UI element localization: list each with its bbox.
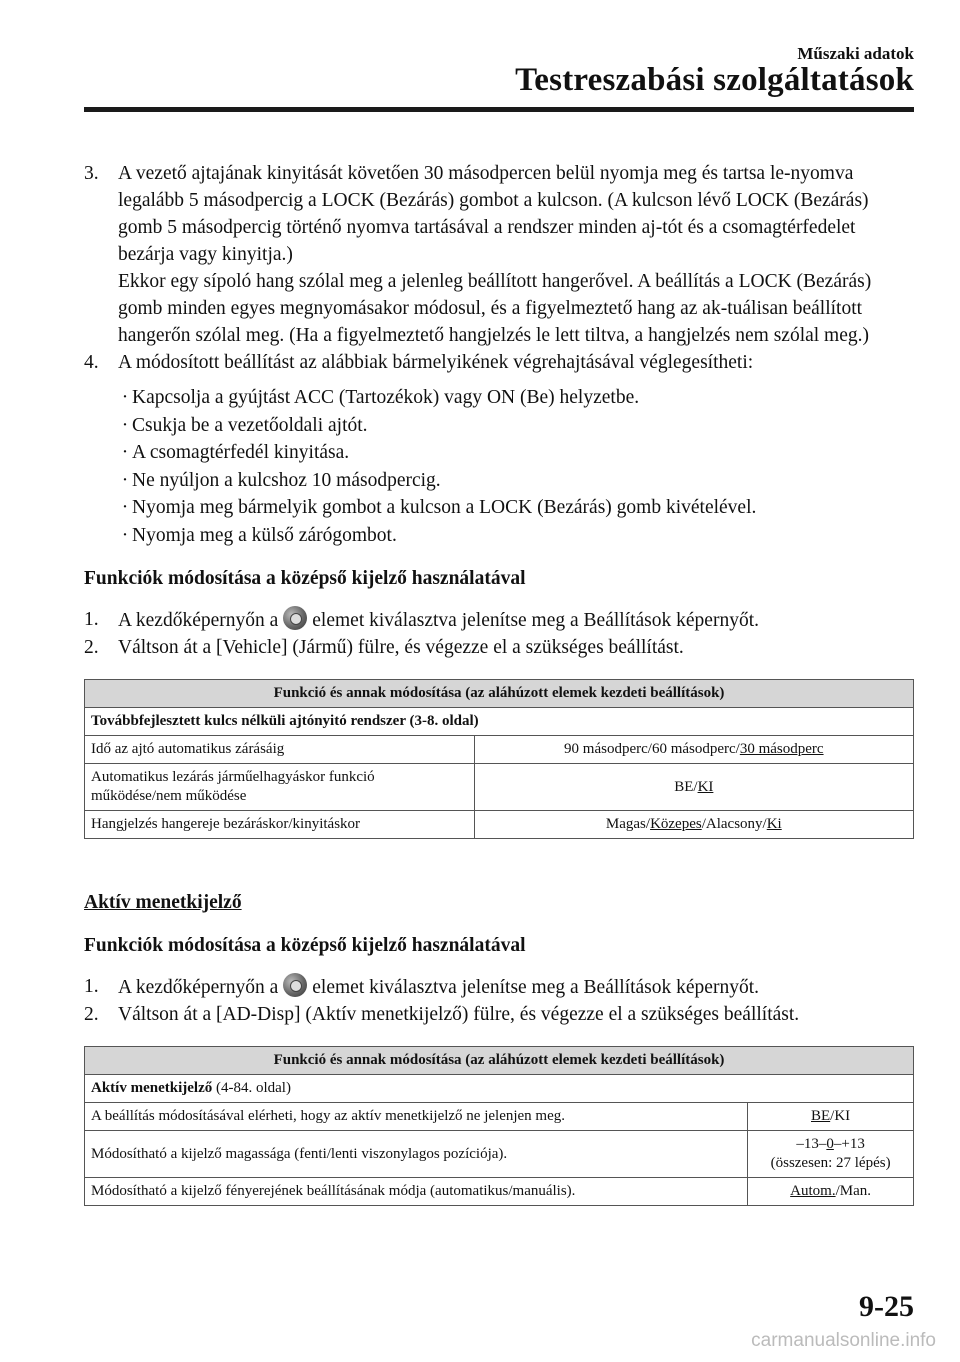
- list-item: · A csomagtérfedél kinyitása.: [118, 439, 914, 467]
- bullet-dot-icon: ·: [121, 414, 129, 436]
- step-text: Ekkor egy sípoló hang szólal meg a jelenleg beállított hangerővel. A beállítás a LOCK (Bezárás) gomb minden egyes megnyomásakor módosul, és a figyelmeztető hang az ak-tuálisan beállított hangerőn szólal meg. (Ha a figyelmeztető hangjelzés le lett tiltva, a hangjelzés nem szólal meg.): [118, 271, 872, 346]
- list-item: · Csukja be a vezetőoldali ajtót.: [118, 412, 914, 440]
- step-number: 4.: [84, 352, 99, 373]
- section2-step-1: 1. A kezdőképernyőn a elemet kiválasztva jelenítse meg a Beállítások képernyőt.: [84, 973, 914, 1001]
- step-number: [84, 268, 118, 349]
- section2-step-2: 2. Váltson át a [AD-Disp] (Aktív menetkijelző) fülre, és végezze el a szükséges beállítást.: [84, 1004, 800, 1025]
- table-row: A beállítás módosításával elérheti, hogy az aktív menetkijelző ne jelenjen meg. BE/KI: [85, 1103, 914, 1131]
- table-row: Idő az ajtó automatikus zárásáig 90 másodperc/60 másodperc/30 másodperc: [85, 736, 914, 764]
- bullet-dot-icon: ·: [121, 497, 129, 518]
- page-number: 9-25: [859, 1290, 914, 1323]
- page-title: Testreszabási szolgáltatások: [515, 62, 914, 98]
- section-heading: Funkciók módosítása a középső kijelző használatával: [84, 935, 526, 956]
- table-row: Módosítható a kijelző magassága (fenti/lenti viszonylagos pozíciója). –13–0–+13 (összesen: 27 lépés): [85, 1131, 914, 1178]
- step-text: A módosított beállítást az alábbiak bármelyikének végrehajtásával véglegesítheti:: [118, 352, 754, 373]
- table-header: Funkció és annak módosítása (az aláhúzott elemek kezdeti beállítások): [85, 680, 914, 708]
- bullet-dot-icon: ·: [121, 524, 129, 546]
- table-row: Hangjelzés hangereje bezáráskor/kinyitáskor Magas/Közepes/Alacsony/Ki: [85, 811, 914, 839]
- settings-icon: [283, 973, 307, 997]
- bullet-list: [118, 384, 914, 549]
- content: [84, 160, 914, 1206]
- settings-icon: [283, 606, 307, 630]
- table-row: Automatikus lezárás járműelhagyáskor funkció működése/nem működése BE/KI: [85, 764, 914, 811]
- section1-step-1: 1. A kezdőképernyőn a elemet kiválasztva jelenítse meg a Beállítások képernyőt.: [84, 606, 914, 634]
- step-text: A vezető ajtajának kinyitását követően 30 másodpercen belül nyomja meg és tartsa le-nyomva legalább 5 másodpercig a LOCK (Bezárás) gombot a kulcson. (A kulcson lévő LOCK (Bezárás) gomb 5 másodpercig történő nyomva tartásával a rendszer minden aj-tót és a csomagtérfedelet bezárja vagy kinyitja.): [118, 163, 869, 265]
- bullet-dot-icon: ·: [121, 442, 129, 463]
- list-item: · Kapcsolja a gyújtást ACC (Tartozékok) vagy ON (Be) helyzetbe.: [118, 384, 914, 412]
- step-4: [84, 349, 914, 376]
- header-rule: [84, 107, 914, 112]
- section-title: Aktív menetkijelző: [84, 892, 242, 913]
- table-header: Funkció és annak módosítása (az aláhúzott elemek kezdeti beállítások): [85, 1047, 914, 1075]
- steps-list: [84, 160, 914, 376]
- section1-step-2: 2. Váltson át a [Vehicle] (Jármű) fülre, és végezze el a szükséges beállítást.: [84, 637, 684, 658]
- step-number: 3.: [84, 163, 99, 184]
- step-3-continued: [84, 268, 914, 349]
- watermark: carmanualsonline.info: [751, 1330, 936, 1351]
- bullet-dot-icon: ·: [121, 387, 129, 408]
- settings-table-ad-disp: [84, 1046, 914, 1206]
- table-subheader: Továbbfejlesztett kulcs nélküli ajtónyitó rendszer (3-8. oldal): [85, 708, 914, 736]
- table-subheader: Aktív menetkijelző (4-84. oldal): [85, 1075, 914, 1103]
- list-item: · Nyomja meg a külső zárógombot.: [118, 522, 914, 550]
- section-heading: Funkciók módosítása a középső kijelző használatával: [84, 568, 526, 589]
- header-section: Műszaki adatok: [797, 44, 914, 63]
- bullet-dot-icon: ·: [121, 469, 129, 491]
- step-3: [84, 160, 914, 268]
- list-item: · Nyomja meg bármelyik gombot a kulcson a LOCK (Bezárás) gomb kivételével.: [118, 494, 914, 522]
- list-item: · Ne nyúljon a kulcshoz 10 másodpercig.: [118, 467, 914, 495]
- table-row: Módosítható a kijelző fényerejének beállításának módja (automatikus/manuális). Autom./Man.: [85, 1178, 914, 1206]
- settings-table-vehicle: [84, 679, 914, 839]
